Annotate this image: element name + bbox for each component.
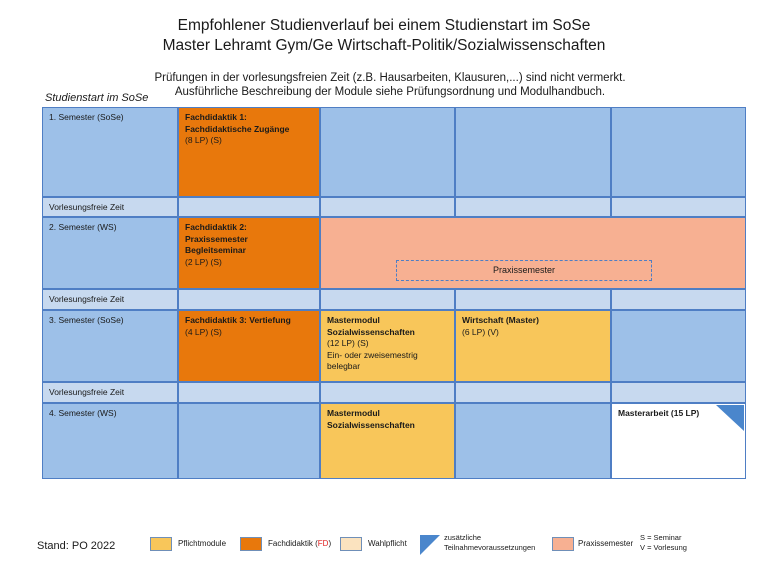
module-wirtschaft-title: Wirtschaft (Master) bbox=[462, 315, 539, 325]
version-label: Stand: PO 2022 bbox=[37, 540, 116, 552]
module-mastermodul-sem4 bbox=[320, 403, 455, 479]
legend-prerequisite-label bbox=[444, 533, 535, 553]
cell-empty bbox=[611, 107, 746, 197]
module-fd2-sub1: Praxissemester bbox=[185, 233, 248, 244]
module-fd2-lp: (2 LP) (S) bbox=[185, 256, 222, 267]
cell-empty bbox=[320, 197, 455, 217]
module-fd3-lp: (4 LP) (S) bbox=[185, 326, 222, 337]
legend-prerequisite-icon bbox=[420, 535, 440, 555]
start-label: Studienstart im SoSe bbox=[45, 92, 149, 104]
module-mastermodul-sem4-title2: Sozialwissenschaften bbox=[327, 419, 415, 430]
row-label-free3: Vorlesungsfreie Zeit bbox=[42, 382, 178, 403]
row-label-sem2: 2. Semester (WS) bbox=[42, 217, 178, 289]
legend-fd-suffix: ) bbox=[328, 539, 332, 548]
module-fd2-sub2: Begleitseminar bbox=[185, 245, 246, 255]
cell-empty bbox=[320, 289, 455, 310]
row-label-sem4: 4. Semester (WS) bbox=[42, 403, 178, 479]
cell-empty bbox=[178, 403, 320, 479]
cell-empty bbox=[178, 289, 320, 310]
prerequisite-marker-icon bbox=[716, 405, 744, 431]
cell-empty bbox=[178, 382, 320, 403]
module-fd2 bbox=[178, 217, 320, 289]
module-mastermodul-sem4-title1: Mastermodul bbox=[327, 408, 380, 418]
cell-empty bbox=[455, 403, 611, 479]
module-fd1-lp: (8 LP) (S) bbox=[185, 135, 222, 145]
legend-pflicht-swatch bbox=[150, 537, 172, 551]
module-masterarbeit-title: Masterarbeit (15 LP) bbox=[618, 408, 700, 418]
module-fd2-title: Fachdidaktik 2: bbox=[185, 222, 247, 232]
page-title: Empfohlener Studienverlauf bei einem Studienstart im SoSe bbox=[177, 17, 591, 34]
module-mastermodul-lp: (12 LP) (S) bbox=[327, 338, 369, 348]
legend-praxis-label: Praxissemester bbox=[578, 539, 634, 548]
cell-empty bbox=[455, 382, 611, 403]
module-wirtschaft bbox=[455, 310, 611, 382]
legend-fd-prefix: Fachdidaktik ( bbox=[268, 539, 318, 548]
cell-empty bbox=[611, 289, 746, 310]
legend-abbreviations bbox=[640, 533, 687, 553]
page-subtitle: Master Lehramt Gym/Ge Wirtschaft-Politik/Sozialwissenschaften bbox=[162, 37, 606, 54]
legend-pflicht-label: Pflichtmodule bbox=[178, 539, 227, 548]
cell-empty bbox=[320, 107, 455, 197]
module-fd1-title: Fachdidaktik 1: bbox=[185, 112, 247, 122]
module-fd1-sub: Fachdidaktische Zugänge bbox=[185, 123, 290, 134]
cell-empty bbox=[455, 197, 611, 217]
exam-note: Prüfungen in der vorlesungsfreien Zeit (z.B. Hausarbeiten, Klausuren,...) sind nicht vermerkt. bbox=[154, 72, 626, 84]
module-mastermodul-note2: belegbar bbox=[327, 361, 361, 371]
legend-wahlpflicht-swatch bbox=[340, 537, 362, 551]
module-mastermodul-title1: Mastermodul bbox=[327, 315, 380, 325]
legend-fd-label bbox=[268, 539, 331, 549]
row-label-sem1: 1. Semester (SoSe) bbox=[42, 107, 178, 197]
legend-prerequisite-line2: Teilnahmevoraussetzungen bbox=[444, 543, 536, 552]
legend-seminar-def: S = Seminar bbox=[640, 533, 682, 542]
legend-fd-swatch bbox=[240, 537, 262, 551]
cell-empty bbox=[455, 107, 611, 197]
module-mastermodul-note1: Ein- oder zweisemestrig bbox=[327, 349, 418, 360]
legend-fd-abbr: FD bbox=[317, 539, 329, 548]
legend-vorlesung-def: V = Vorlesung bbox=[640, 543, 687, 552]
cell-empty bbox=[611, 310, 746, 382]
module-mastermodul-title2: Sozialwissenschaften bbox=[327, 326, 415, 337]
module-fd1 bbox=[178, 107, 320, 197]
cell-empty bbox=[611, 382, 746, 403]
cell-empty bbox=[178, 197, 320, 217]
row-label-free2: Vorlesungsfreie Zeit bbox=[42, 289, 178, 310]
module-note: Ausführliche Beschreibung der Module siehe Prüfungsordnung und Modulhandbuch. bbox=[174, 86, 606, 98]
legend-prerequisite-line1: zusätzliche bbox=[444, 533, 482, 542]
row-label-sem3: 3. Semester (SoSe) bbox=[42, 310, 178, 382]
module-fd3 bbox=[178, 310, 320, 382]
module-wirtschaft-lp: (6 LP) (V) bbox=[462, 326, 499, 337]
praxissemester-label: Praxissemester bbox=[396, 260, 652, 281]
legend-praxis-swatch bbox=[552, 537, 574, 551]
cell-empty bbox=[455, 289, 611, 310]
legend-wahlpflicht-label: Wahlpflicht bbox=[368, 539, 407, 548]
module-fd3-title: Fachdidaktik 3: Vertiefung bbox=[185, 315, 291, 325]
cell-empty bbox=[611, 197, 746, 217]
module-mastermodul bbox=[320, 310, 455, 382]
row-label-free1: Vorlesungsfreie Zeit bbox=[42, 197, 178, 217]
cell-empty bbox=[320, 382, 455, 403]
